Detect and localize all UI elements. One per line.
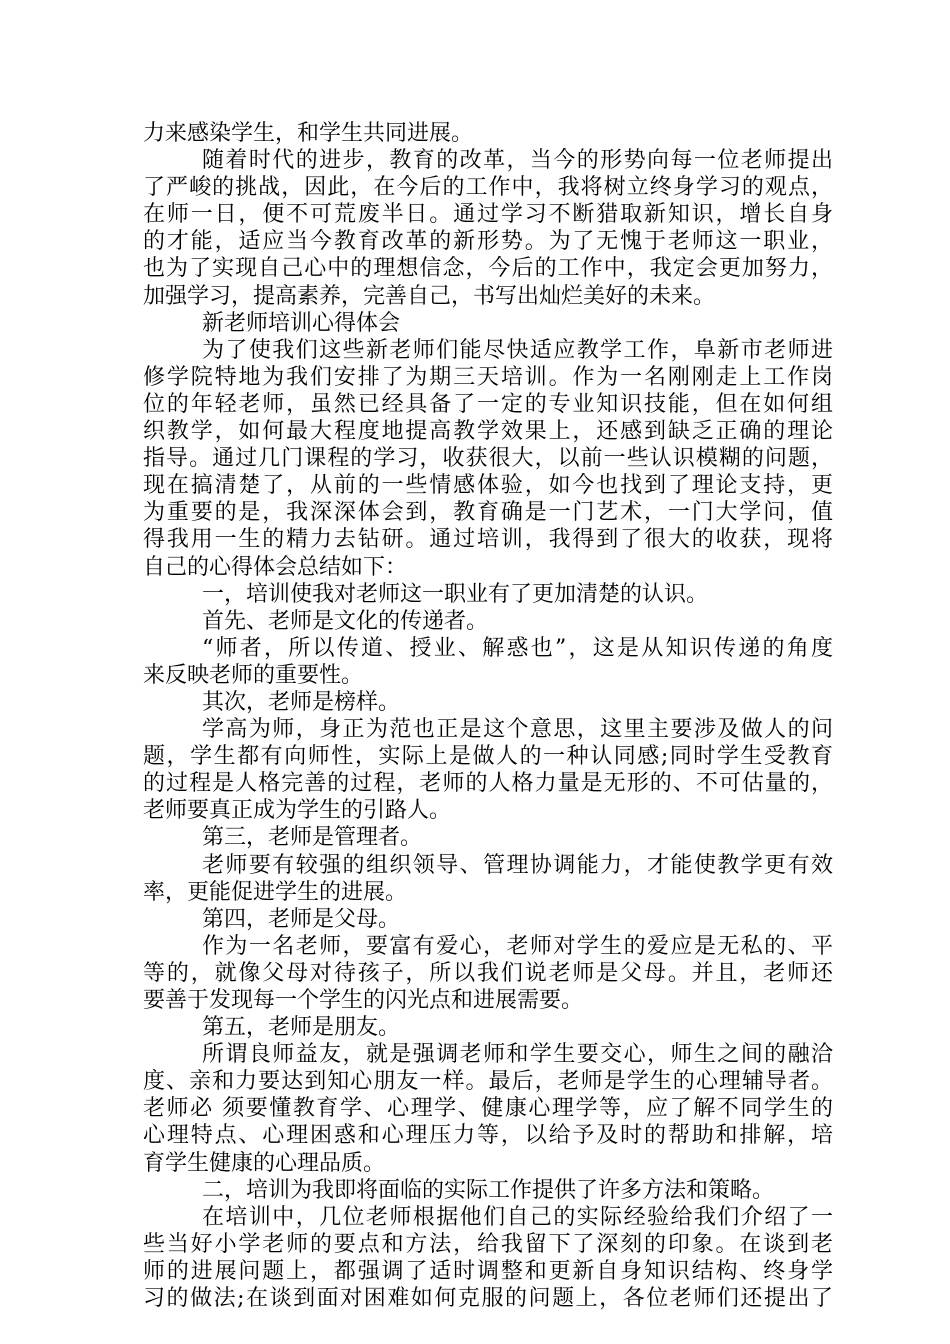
text-line: 第五，老师是朋友。 (202, 1015, 401, 1041)
text-line: 所谓良师益友，就是强调老师和学生要交心，师生之间的融洽 (202, 1042, 833, 1068)
text-line: 老师必 须要懂教育学、心理学、健康心理学等，应了解不同学生的 (143, 1096, 833, 1122)
text-line: 修学院特地为我们安排了为期三天培训。作为一名刚刚走上工作岗 (143, 364, 833, 390)
text-line: 率，更能促进学生的进展。 (143, 879, 408, 905)
text-line: 织教学，如何最大程度地提高教学效果上，还感到缺乏正确的理论 (143, 419, 833, 445)
text-line: 老师要有较强的组织领导、管理协调能力，才能使教学更有效 (202, 852, 833, 878)
text-line: 第四，老师是父母。 (202, 906, 401, 932)
text-line: 要善于发现每一个学生的闪光点和进展需要。 (143, 988, 584, 1013)
text-line: 也为了实现自己心中的理想信念，今后的工作中，我定会更加努力， (143, 256, 833, 282)
text-line: 度、亲和力要达到知心朋友一样。最后，老师是学生的心理辅导者。 (143, 1069, 833, 1095)
text-line: 在师一日，便不可荒废半日。通过学习不断猎取新知识，增长自身 (143, 202, 833, 228)
text-line: 学高为师，身正为范也正是这个意思，这里主要涉及做人的问 (202, 717, 833, 743)
text-line: 为了使我们这些新老师们能尽快适应教学工作，阜新市老师进 (202, 337, 833, 363)
text-line: 的过程是人格完善的过程，老师的人格力量是无形的、不可估量的， (143, 771, 833, 797)
text-line: 第三，老师是管理者。 (202, 825, 423, 851)
text-line: 育学生健康的心理品质。 (143, 1150, 386, 1176)
text-line: 随着时代的进步，教育的改革，当今的形势向每一位老师提出 (202, 148, 833, 174)
text-line: 指导。通过几门课程的学习，收获很大，以前一些认识模糊的问题， (143, 446, 833, 472)
text-line: 题，学生都有向师性，实际上是做人的一种认同感;同时学生受教育 (143, 744, 833, 770)
text-line: 师的进展问题上，都强调了适时调整和更新自身知识结构、终身学 (143, 1258, 833, 1284)
text-line: 作为一名老师，要富有爱心，老师对学生的爱应是无私的、平 (202, 933, 833, 959)
text-line: 一，培训使我对老师这一职业有了更加清楚的认识。 (202, 581, 709, 607)
text-line: 现在搞清楚了，从前的一些情感体验，如今也找到了理论支持，更 (143, 473, 833, 499)
text-line: 些当好小学老师的要点和方法，给我留下了深刻的印象。在谈到老 (143, 1231, 833, 1257)
text-line: 习的做法;在谈到面对困难如何克服的问题上，各位老师们还提出了 (143, 1286, 833, 1312)
text-line: 心理特点、心理困惑和心理压力等，以给予及时的帮助和排解，培 (143, 1123, 833, 1149)
text-line: 位的年轻老师，虽然已经具备了一定的专业知识技能，但在如何组 (143, 391, 833, 417)
text-line: 得我用一生的精力去钻研。通过培训，我得到了很大的收获，现将 (143, 527, 833, 553)
text-line: 二，培训为我即将面临的实际工作提供了许多方法和策略。 (202, 1177, 775, 1203)
text-line: 自己的心得体会总结如下： (143, 554, 408, 580)
text-line: 其次，老师是榜样。 (202, 689, 401, 715)
text-line: “师者，所以传道、授业、解惑也”，这是从知识传递的角度 (202, 635, 833, 661)
text-line: 新老师培训心得体会 (202, 310, 401, 336)
text-line: 了严峻的挑战，因此，在今后的工作中，我将树立终身学习的观点， (143, 175, 833, 201)
text-line: 首先、老师是文化的传递者。 (202, 608, 489, 634)
text-line: 在培训中，几位老师根据他们自己的实际经验给我们介绍了一 (202, 1204, 833, 1230)
text-line: 老师要真正成为学生的引路人。 (143, 798, 452, 824)
text-line: 的才能，适应当今教育改革的新形势。为了无愧于老师这一职业， (143, 229, 833, 255)
text-line: 力来感染学生，和学生共同进展。 (143, 121, 474, 146)
text-line: 为重要的是，我深深体会到，教育确是一门艺术，一门大学问，值 (143, 500, 833, 526)
document-page (143, 120, 833, 1312)
text-line: 来反映老师的重要性。 (143, 662, 364, 688)
text-line: 等的，就像父母对待孩子，所以我们说老师是父母。并且，老师还 (143, 960, 833, 986)
text-line: 加强学习，提高素养，完善自己，书写出灿烂美好的未来。 (143, 283, 716, 309)
